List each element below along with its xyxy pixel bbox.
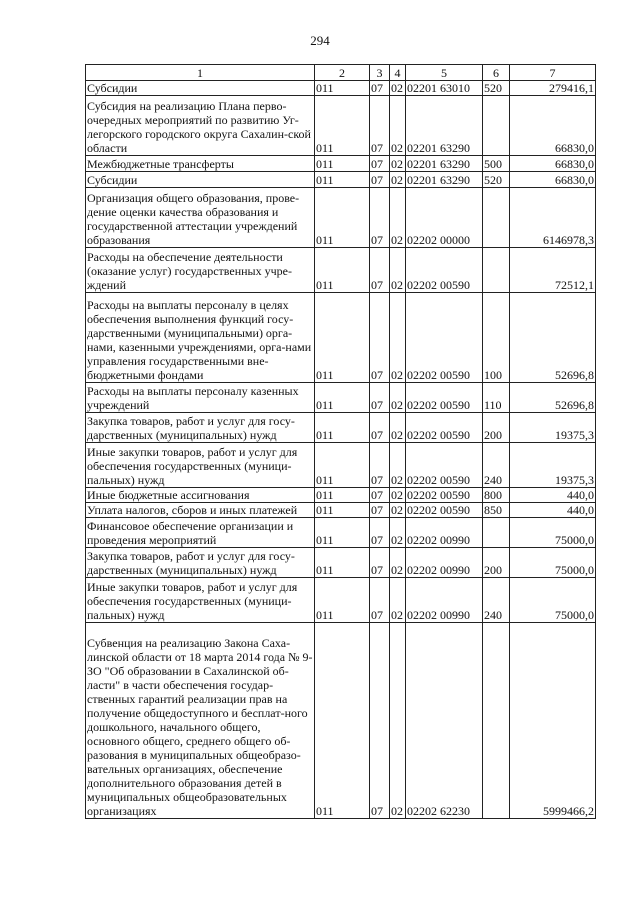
row-code-cell: 011 (315, 488, 370, 503)
row-name-cell: Субсидии (86, 81, 315, 96)
table-row (86, 248, 596, 293)
row-amount-cell: 52696,8 (510, 293, 596, 383)
table-row (86, 293, 596, 383)
row-name-cell: Закупка товаров, работ и услуг для госу-дарственных (муниципальных) нужд (86, 413, 315, 443)
row-amount-cell: 19375,3 (510, 413, 596, 443)
row-amount-cell: 66830,0 (510, 172, 596, 188)
row-target-article-cell: 02202 00590 (406, 248, 483, 293)
row-amount-cell: 66830,0 (510, 96, 596, 156)
row-code-cell: 011 (315, 188, 370, 248)
row-section-cell: 07 (370, 503, 390, 518)
row-amount-cell: 75000,0 (510, 518, 596, 548)
table-row (86, 548, 596, 578)
column-header-1: 1 (86, 65, 315, 81)
row-amount-cell: 440,0 (510, 503, 596, 518)
row-name-cell: Закупка товаров, работ и услуг для госу-дарственных (муниципальных) нужд (86, 548, 315, 578)
column-header-6: 6 (483, 65, 510, 81)
row-subsection-cell: 02 (390, 96, 406, 156)
row-name-cell: Иные закупки товаров, работ и услуг для обеспечения государственных (муници-пальных) нужд (86, 443, 315, 488)
row-code-cell: 011 (315, 443, 370, 488)
column-header-4: 4 (390, 65, 406, 81)
row-name-cell: Финансовое обеспечение организации и проведения мероприятий (86, 518, 315, 548)
row-subsection-cell: 02 (390, 293, 406, 383)
table-row (86, 96, 596, 156)
table-row (86, 488, 596, 503)
row-target-article-cell: 02202 00990 (406, 548, 483, 578)
row-amount-cell: 66830,0 (510, 156, 596, 172)
column-header-7: 7 (510, 65, 596, 81)
row-name-cell: Расходы на обеспечение деятельности (оказание услуг) государственных учре-ждений (86, 248, 315, 293)
row-amount-cell: 5999466,2 (510, 623, 596, 819)
row-target-article-cell: 02202 00000 (406, 188, 483, 248)
row-name-cell: Организация общего образования, прове-дение оценки качества образования и государственной аттестации учреждений образования (86, 188, 315, 248)
row-code-cell: 011 (315, 156, 370, 172)
table-row (86, 413, 596, 443)
row-expense-type-cell: 240 (483, 578, 510, 623)
row-code-cell: 011 (315, 96, 370, 156)
row-expense-type-cell (483, 96, 510, 156)
row-subsection-cell: 02 (390, 383, 406, 413)
row-subsection-cell: 02 (390, 503, 406, 518)
row-expense-type-cell (483, 188, 510, 248)
row-target-article-cell: 02202 00590 (406, 503, 483, 518)
table-row (86, 81, 596, 96)
row-code-cell: 011 (315, 383, 370, 413)
row-section-cell: 07 (370, 383, 390, 413)
row-section-cell: 07 (370, 488, 390, 503)
row-expense-type-cell: 110 (483, 383, 510, 413)
row-expense-type-cell: 520 (483, 81, 510, 96)
row-subsection-cell: 02 (390, 172, 406, 188)
table-row (86, 503, 596, 518)
row-amount-cell: 52696,8 (510, 383, 596, 413)
row-code-cell: 011 (315, 293, 370, 383)
row-subsection-cell: 02 (390, 443, 406, 488)
row-amount-cell: 72512,1 (510, 248, 596, 293)
row-name-cell: Иные закупки товаров, работ и услуг для обеспечения государственных (муници-пальных) нужд (86, 578, 315, 623)
row-target-article-cell: 02202 00990 (406, 518, 483, 548)
row-subsection-cell: 02 (390, 248, 406, 293)
row-amount-cell: 75000,0 (510, 548, 596, 578)
row-code-cell: 011 (315, 518, 370, 548)
row-section-cell: 07 (370, 248, 390, 293)
row-amount-cell: 440,0 (510, 488, 596, 503)
row-subsection-cell: 02 (390, 623, 406, 819)
row-section-cell: 07 (370, 81, 390, 96)
row-code-cell: 011 (315, 413, 370, 443)
row-expense-type-cell: 850 (483, 503, 510, 518)
row-code-cell: 011 (315, 248, 370, 293)
table-row (86, 156, 596, 172)
row-expense-type-cell: 100 (483, 293, 510, 383)
row-subsection-cell: 02 (390, 81, 406, 96)
row-section-cell: 07 (370, 548, 390, 578)
row-code-cell: 011 (315, 548, 370, 578)
row-target-article-cell: 02201 63290 (406, 156, 483, 172)
column-header-5: 5 (406, 65, 483, 81)
row-section-cell: 07 (370, 188, 390, 248)
row-target-article-cell: 02202 00590 (406, 443, 483, 488)
row-subsection-cell: 02 (390, 518, 406, 548)
row-subsection-cell: 02 (390, 488, 406, 503)
row-amount-cell: 6146978,3 (510, 188, 596, 248)
row-target-article-cell: 02202 00590 (406, 488, 483, 503)
row-expense-type-cell: 200 (483, 548, 510, 578)
row-target-article-cell: 02202 00590 (406, 383, 483, 413)
row-target-article-cell: 02201 63290 (406, 172, 483, 188)
row-code-cell: 011 (315, 503, 370, 518)
row-section-cell: 07 (370, 96, 390, 156)
table-row (86, 383, 596, 413)
table-row (86, 578, 596, 623)
row-subsection-cell: 02 (390, 156, 406, 172)
row-code-cell: 011 (315, 578, 370, 623)
row-amount-cell: 75000,0 (510, 578, 596, 623)
column-header-2: 2 (315, 65, 370, 81)
table-row (86, 188, 596, 248)
table-header-row (86, 65, 596, 81)
budget-table (85, 64, 596, 819)
row-target-article-cell: 02202 00990 (406, 578, 483, 623)
row-section-cell: 07 (370, 578, 390, 623)
column-header-3: 3 (370, 65, 390, 81)
row-subsection-cell: 02 (390, 188, 406, 248)
row-code-cell: 011 (315, 172, 370, 188)
row-section-cell: 07 (370, 172, 390, 188)
row-target-article-cell: 02201 63010 (406, 81, 483, 96)
row-expense-type-cell: 800 (483, 488, 510, 503)
row-section-cell: 07 (370, 156, 390, 172)
row-name-cell: Субсидии (86, 172, 315, 188)
row-expense-type-cell (483, 518, 510, 548)
row-code-cell: 011 (315, 81, 370, 96)
row-name-cell: Межбюджетные трансферты (86, 156, 315, 172)
row-expense-type-cell: 200 (483, 413, 510, 443)
row-name-cell: Уплата налогов, сборов и иных платежей (86, 503, 315, 518)
row-target-article-cell: 02202 00590 (406, 413, 483, 443)
row-expense-type-cell (483, 248, 510, 293)
row-target-article-cell: 02202 00590 (406, 293, 483, 383)
row-expense-type-cell: 500 (483, 156, 510, 172)
row-section-cell: 07 (370, 413, 390, 443)
row-section-cell: 07 (370, 443, 390, 488)
row-target-article-cell: 02201 63290 (406, 96, 483, 156)
table-body (86, 81, 596, 819)
row-section-cell: 07 (370, 293, 390, 383)
row-name-cell: Субвенция на реализацию Закона Саха-линской области от 18 марта 2014 года № 9-ЗО "Об образовании в Сахалинской об-ласти" в части обеспечения государ-ственных гарантий реализации прав на получение общедоступного и бесплат-ного дошкольного, начального общего, основного общего, среднего общего об-разования в муниципальных общеобразо-вательных организациях, обеспечение дополнительного образования детей в муниципальных общеобразовательных организациях (86, 623, 315, 819)
row-target-article-cell: 02202 62230 (406, 623, 483, 819)
row-subsection-cell: 02 (390, 578, 406, 623)
row-name-cell: Расходы на выплаты персоналу в целях обеспечения выполнения функций госу-дарственными (муниципальными) орга-нами, казенными учреждениями, орга-нами управления государственными вне-бюджетными фондами (86, 293, 315, 383)
row-subsection-cell: 02 (390, 548, 406, 578)
table-row (86, 518, 596, 548)
row-expense-type-cell: 520 (483, 172, 510, 188)
row-expense-type-cell: 240 (483, 443, 510, 488)
row-name-cell: Субсидия на реализацию Плана перво-очередных мероприятий по развитию Уг-легорского городского округа Сахалин-ской области (86, 96, 315, 156)
table-row (86, 443, 596, 488)
page-number: 294 (310, 33, 330, 48)
row-code-cell: 011 (315, 623, 370, 819)
row-amount-cell: 279416,1 (510, 81, 596, 96)
row-section-cell: 07 (370, 623, 390, 819)
row-subsection-cell: 02 (390, 413, 406, 443)
row-amount-cell: 19375,3 (510, 443, 596, 488)
table-row (86, 623, 596, 819)
row-name-cell: Иные бюджетные ассигнования (86, 488, 315, 503)
table-row (86, 172, 596, 188)
row-section-cell: 07 (370, 518, 390, 548)
row-name-cell: Расходы на выплаты персоналу казенных учреждений (86, 383, 315, 413)
row-expense-type-cell (483, 623, 510, 819)
